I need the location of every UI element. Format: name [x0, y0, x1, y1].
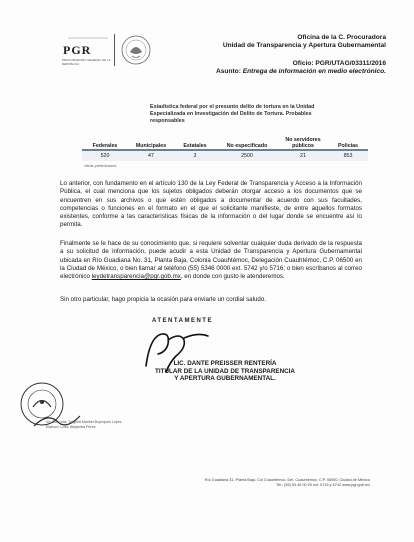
footer-address: Río Guadiana 31, Planta Baja, Col Cuauhtémoc, Del. Cuauhtémoc, C.P. 06500, Ciudad de México [204, 478, 370, 482]
table-note: cifras preliminares [84, 163, 117, 168]
table-header: Federales [82, 133, 128, 150]
signer-name: LIC. DANTE PREISSER RENTERÍA [173, 360, 277, 367]
subject-line [216, 68, 386, 76]
signer-title-1: TITULAR DE LA UNIDAD DE TRANSPARENCIA [155, 367, 295, 375]
logo-divider [114, 34, 115, 66]
paragraph-2-end: , en donde con gusto le atenderemos. [180, 273, 285, 281]
table-cell: 2500 [216, 150, 278, 161]
logo-subtitle: PROCURADURÍA GENERAL DE LA REPÚBLICA [62, 58, 111, 66]
ccp-line-2: Elaboró: Lcda. Alejandra Pérez [46, 424, 96, 429]
signature-block [140, 360, 310, 383]
table-cell: 47 [128, 150, 174, 161]
table-header: Municipales [128, 133, 174, 150]
table-header: No especificado [216, 133, 278, 150]
footer [205, 478, 370, 488]
paragraph-1: Lo anterior, con fundamento en el artículo 130 de la Ley Federal de Transparencia y Acceso a la Información Pública, el cual menciona que los sujetos obligados deberán otorgar acceso a los documentos que se encuentren en sus archivos o que estén obligados a documentar de acuerdo con sus facultades, competencias o funciones en el formato en el que el solicitante manifieste, de entre aquellos formatos existentes, conforme a las características físicas de la información o del lugar donde se encuentre así lo permita. [60, 180, 362, 229]
paragraph-3: Sin otro particular, hago propicia la ocasión para enviarle un cordial saludo. [60, 296, 267, 303]
mexico-coat-of-arms-icon [120, 34, 152, 66]
mexico-flag-lines-icon [68, 33, 108, 43]
table-cell: 520 [82, 150, 128, 161]
office-line-1: Oficina de la C. Procuradora [297, 34, 386, 41]
signer-title-2: Y APERTURA GUBERNAMENTAL. [174, 375, 276, 383]
logo-text: PGR [63, 43, 92, 57]
table-row [82, 150, 368, 161]
ccp-line-1: Vo. Bo. Lcda. Targelia Maribel Bojorques López [46, 420, 122, 424]
email-link[interactable]: leydetransparencia@pgr.gob.mx [91, 273, 181, 281]
paragraph-2-start: Finalmente se le hace de su conocimiento que, si requiere solventar cualquier duda derivado de la respuesta a su solicitud de información, puede acudir a esta Unidad de Transparencia y Apertura Gubernamental ubicada en Río Guadiana No. 31, Planta Baja, Colonia Cuauhtémoc, Delegación Cuauhtémoc, C.P. 06500 en la Ciudad de México, o bien llamar al teléfono (55) 5346 0000 ext. 5742 y/o 5716; o bien escríbanos al correo electrónico [60, 240, 362, 281]
table-cell: 3 [174, 150, 216, 161]
table-header-row [82, 133, 368, 150]
paragraph-2 [60, 240, 362, 281]
stats-title: Estadística federal por el presunto delito de tortura en la Unidad Especializada en Investigación del Delito de Tortura. Probables responsables [150, 104, 315, 124]
office-line-2: Unidad de Transparencia y Apertura Gubernamental [222, 42, 386, 49]
closing-salutation: ATENTAMENTE [152, 318, 213, 324]
table-header: No servidores públicos [278, 133, 328, 150]
subject-text: Entrega de información en medio electrónico. [242, 68, 386, 75]
table-cell: 853 [328, 150, 368, 161]
header-block [216, 34, 386, 76]
ccp-block [46, 420, 122, 429]
reference-number: Oficio: PGR/UTAG/03311/2016 [292, 60, 386, 67]
footer-contact: Tel.: (55) 53 46 00 00 ext. 5716 y 5742 www.pgr.gob.mx [276, 483, 370, 487]
table-header: Policías [328, 133, 368, 150]
table-header: Estatales [174, 133, 216, 150]
table-cell: 21 [278, 150, 328, 161]
subject-label: Asunto: [215, 68, 241, 75]
stats-table [82, 133, 368, 161]
